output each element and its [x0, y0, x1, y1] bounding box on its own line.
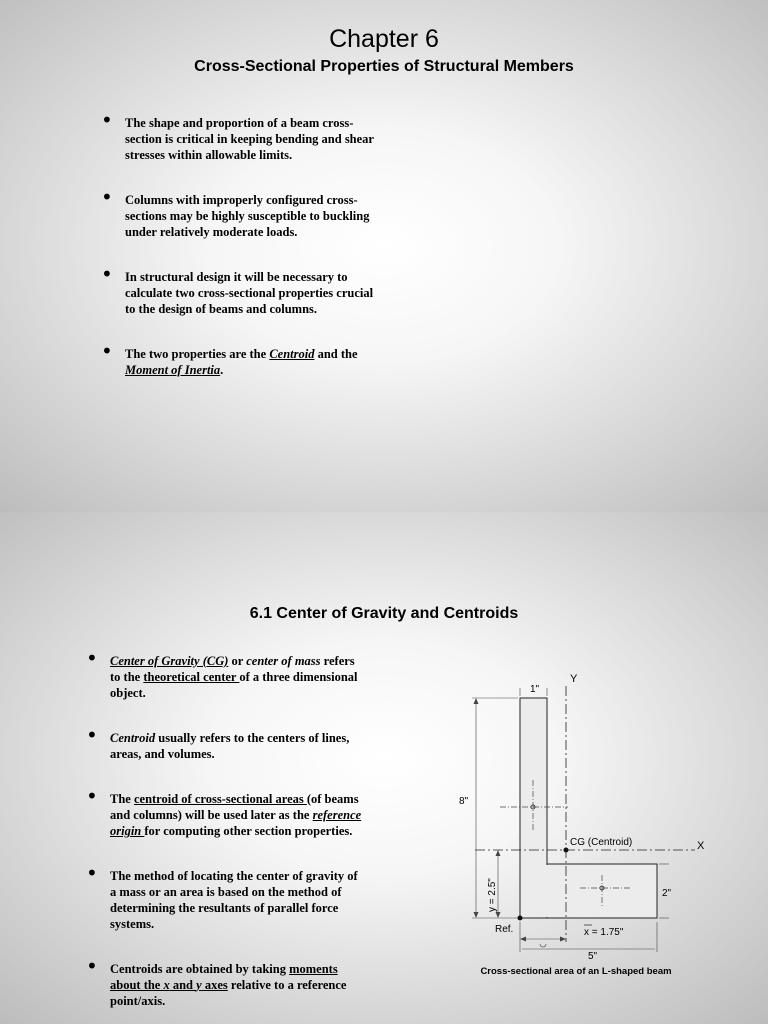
bullet-icon: •	[86, 954, 98, 978]
list-item: • Center of Gravity (CG) or center of mass refers to the theoretical center of a three dimensional object.	[86, 646, 358, 700]
ref-label: Ref.	[495, 924, 514, 935]
list-item: • The two properties are the Centroid and the Moment of Inertia.	[101, 339, 358, 377]
centroid-point	[564, 848, 569, 853]
figure-caption: Cross-sectional area of an L-shaped beam	[480, 966, 672, 977]
dim-right-label: 2"	[662, 888, 672, 899]
moment-of-inertia-term: Moment of Inertia	[125, 363, 221, 377]
list-item: • The method of locating the center of gravity of a mass or an area is based on the method of determining the resultants of parallel force systems.	[86, 861, 358, 931]
bullet-icon: •	[101, 108, 113, 132]
list-item: • Centroids are obtained by taking moments about the x and y axes relative to a reference point/axis.	[86, 954, 347, 1008]
list-item: • The shape and proportion of a beam cross- section is critical in keeping bending and shear stresses within allowable limits.	[101, 108, 374, 162]
bullet-icon: •	[86, 784, 98, 808]
bullet-icon: •	[101, 339, 113, 363]
bullet-icon: •	[86, 861, 98, 885]
x-axis-label: X	[697, 840, 705, 852]
bullet-list	[101, 108, 425, 378]
reference-point	[518, 916, 523, 921]
bullet-icon: •	[86, 646, 98, 670]
page-subtitle: Cross-Sectional Properties of Structural Members	[194, 58, 574, 75]
list-item: • The centroid of cross-sectional areas (of beams and columns) will be used later as the reference origin for computing other section properties.	[86, 784, 362, 838]
bullet-list	[86, 646, 400, 1009]
centroid-term: Centroid	[269, 347, 315, 361]
vertical-leg	[520, 698, 547, 918]
dim-top-label: 1"	[530, 684, 540, 695]
cg-label: CG (Centroid)	[570, 837, 633, 848]
bullet-icon: •	[101, 185, 113, 209]
ybar-label: y = 2.5"	[487, 878, 498, 912]
list-item: • Centroid usually refers to the centers of lines, areas, and volumes.	[86, 723, 350, 761]
list-item: • Columns with improperly configured cross- sections may be highly susceptible to buckling under relatively moderate loads.	[101, 185, 370, 239]
bullet-icon: •	[101, 262, 113, 286]
section-title: 6.1 Center of Gravity and Centroids	[249, 605, 519, 622]
xbar-label: x = 1.75"	[584, 927, 624, 938]
bullet-icon: •	[86, 723, 98, 747]
y-axis-label: Y	[570, 673, 578, 685]
dim-bottom-label: 5"	[588, 951, 598, 962]
page-title: Chapter 6	[329, 25, 439, 53]
list-item: • In structural design it will be necessary to calculate two cross-sectional properties crucial to the design of beams and columns.	[101, 262, 374, 316]
l-beam-diagram	[450, 660, 720, 965]
dim-left-label: 8"	[459, 796, 469, 807]
